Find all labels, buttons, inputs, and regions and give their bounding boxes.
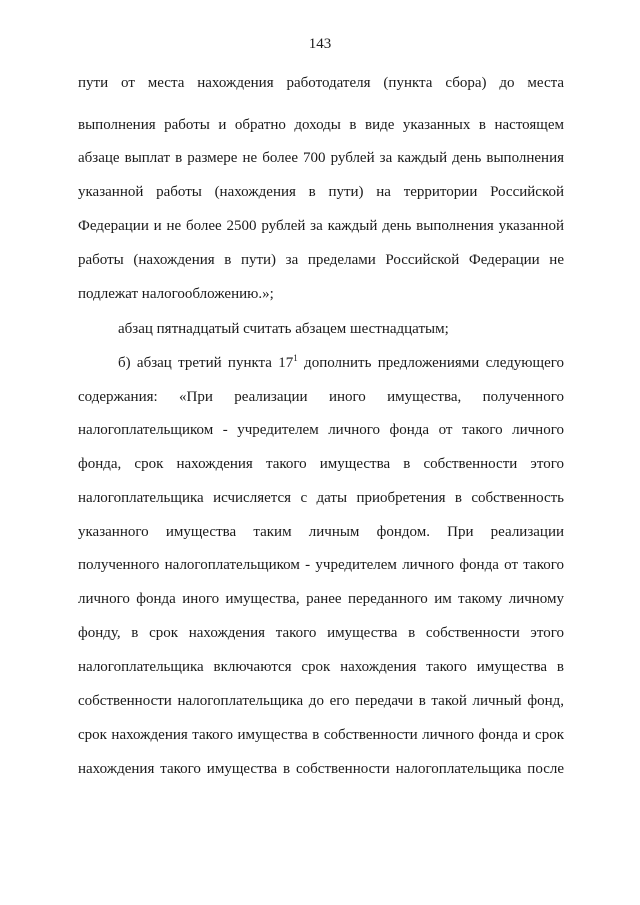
- page-number: 143: [308, 36, 332, 52]
- text-line: указанного имущества таким личным фондом. При реализации: [78, 524, 564, 540]
- text-line: указанной работы (нахождения в пути) на территории Российской: [78, 184, 564, 200]
- text-line: содержания: «При реализации иного имущества, полученного: [78, 389, 564, 405]
- line-text: б) абзац третий пункта 17: [118, 355, 294, 371]
- text-line: налогоплательщиком - учредителем личного фонда от такого личного: [78, 422, 564, 438]
- text-line: налогоплательщика исчисляется с даты приобретения в собственность: [78, 490, 564, 506]
- text-line: личного фонда иного имущества, ранее переданного им такому личному: [78, 591, 564, 607]
- text-line: подлежат налогообложению.»;: [78, 286, 274, 302]
- text-line: Федерации и не более 2500 рублей за каждый день выполнения указанной: [78, 218, 564, 234]
- text-line: фонда, срок нахождения такого имущества в собственности этого: [78, 456, 564, 472]
- text-line: пути от места нахождения работодателя (пункта сбора) до места: [78, 75, 564, 91]
- text-line: абзаце выплат в размере не более 700 рублей за каждый день выполнения: [78, 150, 564, 166]
- paragraph-line-with-superscript: [118, 354, 564, 372]
- text-line: срок нахождения такого имущества в собственности личного фонда и срок: [78, 727, 564, 743]
- line-text: дополнить предложениями следующего: [297, 355, 565, 371]
- superscript: 1: [293, 353, 298, 363]
- text-line: фонду, в срок нахождения такого имущества в собственности этого: [78, 625, 564, 641]
- text-line: налогоплательщика включаются срок нахождения такого имущества в: [78, 659, 564, 675]
- text-line: нахождения такого имущества в собственности налогоплательщика после: [78, 761, 564, 777]
- paragraph-line: абзац пятнадцатый считать абзацем шестнадцатым;: [118, 321, 449, 337]
- text-line: собственности налогоплательщика до его передачи в такой личный фонд,: [78, 693, 564, 709]
- text-line: выполнения работы и обратно доходы в виде указанных в настоящем: [78, 117, 564, 133]
- text-line: полученного налогоплательщиком - учредителем личного фонда от такого: [78, 557, 564, 573]
- text-line: работы (нахождения в пути) за пределами Российской Федерации не: [78, 252, 564, 268]
